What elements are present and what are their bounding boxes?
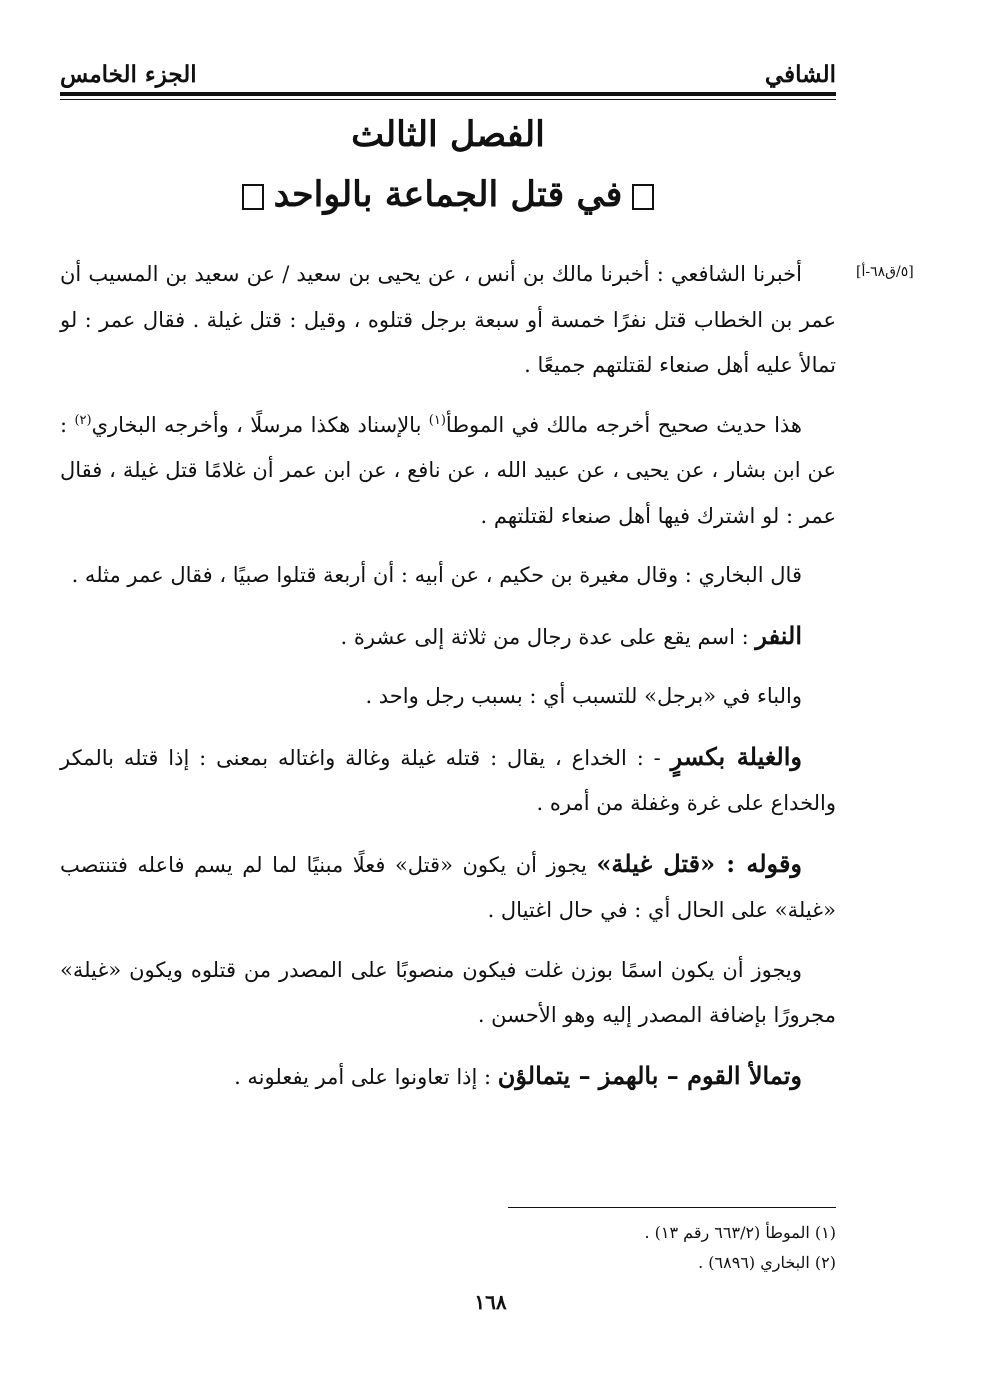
term-bold: والغيلة بكسرٍ xyxy=(670,741,802,771)
text-run: : عن ابن بشار ، عن يحيى ، عن عبيد الله ، عن نافع ، عن ابن عمر أن غلامًا قتل غيلة ، فقال عمر : لو اشترك فيها أهل صنعاء لقتلتهم . xyxy=(60,412,836,528)
footnote-item: (٢) البخاري (٦٨٩٦) . xyxy=(698,1253,836,1272)
term-bold: وتمالأ القوم – بالهمز – يتمالؤن xyxy=(497,1060,802,1090)
ornament-square-icon xyxy=(242,184,264,210)
footnote-ref[interactable]: (٢) xyxy=(74,412,92,428)
paragraph xyxy=(60,613,836,661)
paragraph xyxy=(60,841,836,934)
paragraph xyxy=(60,403,836,540)
manuscript-folio-note: [٥/ق٦٨-أ] xyxy=(856,264,914,280)
paragraph xyxy=(60,1053,836,1101)
text-run: : إذا تعاونوا على أمر يفعلونه . xyxy=(234,1064,498,1089)
header-book-title: الشافي xyxy=(764,61,836,88)
paragraph: والباء في «برجل» للتسبب أي : بسبب رجل واحد . xyxy=(365,684,802,708)
footnote-ref[interactable]: (١) xyxy=(428,412,446,428)
paragraph: أخبرنا الشافعي : أخبرنا مالك بن أنس ، عن يحيى بن سعيد / عن سعيد بن المسيب أن عمر بن الخطاب قتل نفرًا خمسة أو سبعة برجل قتلوه ، وقيل : قتل غيلة . فقال عمر : لو تمالأ عليه أهل صنعاء لقتلتهم جميعًا . xyxy=(60,262,836,377)
header-volume: الجزء الخامس xyxy=(60,61,197,88)
page-number: ١٦٨ xyxy=(474,1290,507,1314)
term-bold: وقوله : «قتل غيلة» xyxy=(596,848,803,878)
footnote-item: (١) الموطأ (٦٦٣/٢ رقم ١٣) . xyxy=(644,1223,836,1242)
running-header xyxy=(60,46,836,90)
ornament-square-icon xyxy=(632,184,654,210)
chapter-title: الفصل الثالث xyxy=(351,114,545,155)
text-run: بالإسناد هكذا مرسلًا ، وأخرجه البخاري xyxy=(91,412,429,437)
text-run: : اسم يقع على عدة رجال من ثلاثة إلى عشرة . xyxy=(340,624,756,649)
text-run: هذا حديث صحيح أخرجه مالك في الموطأ xyxy=(445,412,802,437)
main-text xyxy=(60,252,836,1114)
footnote-rule xyxy=(508,1207,836,1208)
chapter-subtitle xyxy=(60,170,836,220)
header-rule-thin xyxy=(60,99,836,100)
text-run: يجوز أن يكون «قتل» فعلًا مبنيًا لما لم يسم فاعله فتنتصب «غيلة» على الحال أي : في حال اغتيال . xyxy=(60,852,836,922)
term-bold: النفر xyxy=(755,620,802,650)
header-rule-thick xyxy=(60,92,836,96)
paragraph: ويجوز أن يكون اسمًا بوزن غلت فيكون منصوبًا على المصدر من قتلوه ويكون «غيلة» مجرورًا بإضافة المصدر إليه وهو الأحسن . xyxy=(60,957,836,1027)
chapter-subtitle-text: في قتل الجماعة بالواحد xyxy=(273,174,623,215)
footnotes xyxy=(60,1218,836,1278)
paragraph xyxy=(60,734,836,827)
paragraph: قال البخاري : وقال مغيرة بن حكيم ، عن أبيه : أن أربعة قتلوا صبيًا ، فقال عمر مثله . xyxy=(71,563,802,587)
text-run: - : الخداع ، يقال : قتله غيلة وغالة واغتاله بمعنى : إذا قتله بالمكر والخداع على غرة وغفلة من أمره . xyxy=(60,745,836,815)
